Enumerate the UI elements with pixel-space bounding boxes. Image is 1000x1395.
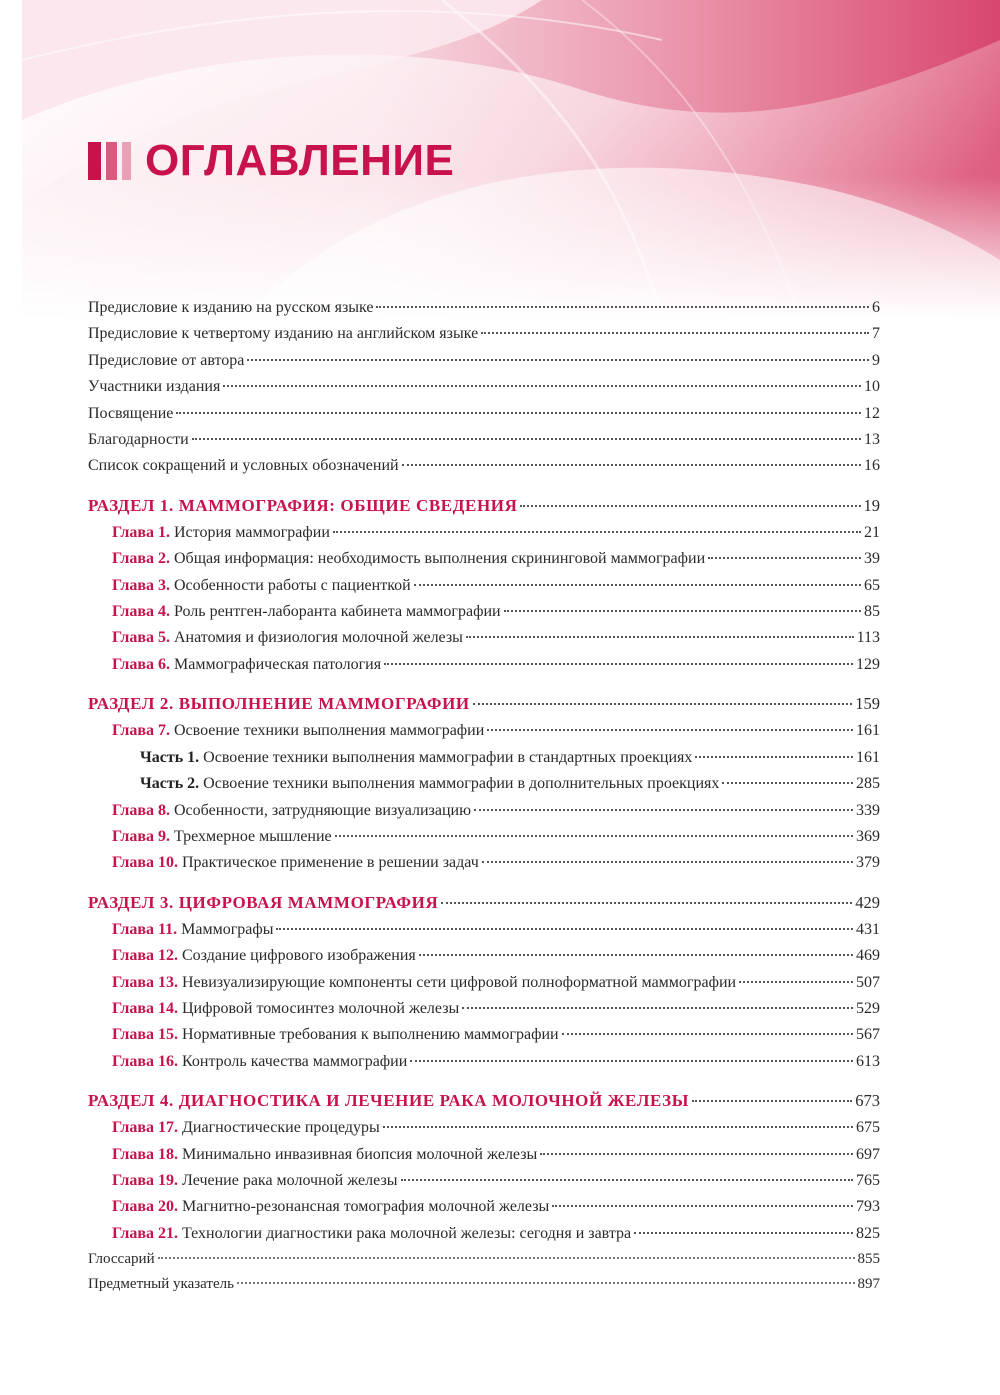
toc-chapter[interactable]: Глава 8. Особенности, затрудняющие визуализацию 339 — [88, 797, 880, 823]
toc-entry[interactable]: Предисловие к четвертому изданию на английском языке 7 — [88, 320, 880, 346]
page-number: 129 — [856, 655, 880, 673]
toc-chapter[interactable]: Глава 12. Создание цифрового изображения 469 — [88, 942, 880, 968]
page-number: 431 — [856, 920, 880, 938]
toc-chapter[interactable]: Глава 13. Невизуализирующие компоненты сети цифровой полноформатной маммографии 507 — [88, 969, 880, 995]
page-number: 793 — [856, 1198, 880, 1216]
toc-chapter[interactable]: Глава 1. История маммографии 21 — [88, 519, 880, 545]
toc-part[interactable]: Часть 2. Освоение техники выполнения маммографии в дополнительных проекциях 285 — [88, 770, 880, 796]
page-number: 613 — [856, 1052, 880, 1070]
page-number: 765 — [856, 1171, 880, 1189]
toc-entry[interactable]: Предисловие к изданию на русском языке 6 — [88, 294, 880, 320]
toc-chapter[interactable]: Глава 15. Нормативные требования к выполнению маммографии 567 — [88, 1021, 880, 1047]
page-margin — [0, 0, 22, 1395]
page-number: 65 — [864, 576, 880, 594]
page-number: 7 — [872, 325, 880, 343]
page-number: 567 — [856, 1026, 880, 1044]
heading-bars-icon — [88, 142, 131, 180]
toc-part[interactable]: Часть 1. Освоение техники выполнения маммографии в стандартных проекциях 161 — [88, 744, 880, 770]
page-number: 469 — [856, 947, 880, 965]
toc-entry[interactable]: Глоссарий 855 — [88, 1246, 880, 1271]
page-number: 6 — [872, 299, 880, 316]
page-number: 16 — [864, 457, 880, 475]
toc-chapter[interactable]: Глава 11. Маммографы 431 — [88, 916, 880, 942]
page-number: 697 — [856, 1145, 880, 1163]
table-of-contents — [88, 294, 880, 1296]
toc-chapter[interactable]: Глава 17. Диагностические процедуры 675 — [88, 1114, 880, 1140]
toc-entry[interactable]: Список сокращений и условных обозначений 16 — [88, 452, 880, 478]
page-heading — [88, 136, 454, 186]
page-number: 10 — [864, 378, 880, 396]
toc-chapter[interactable]: Глава 14. Цифровой томосинтез молочной железы 529 — [88, 995, 880, 1021]
toc-chapter[interactable]: Глава 6. Маммографическая патология 129 — [88, 651, 880, 677]
page-number: 21 — [864, 523, 880, 541]
toc-chapter[interactable]: Глава 21. Технологии диагностики рака молочной железы: сегодня и завтра 825 — [88, 1220, 880, 1246]
page-number: 19 — [863, 495, 880, 515]
page-number: 9 — [872, 351, 880, 369]
toc-chapter[interactable]: Глава 20. Магнитно-резонансная томография молочной железы 793 — [88, 1193, 880, 1219]
page-number: 673 — [855, 1091, 880, 1111]
page-number: 429 — [855, 892, 880, 912]
toc-chapter[interactable]: Глава 7. Освоение техники выполнения маммографии 161 — [88, 717, 880, 743]
page-number: 159 — [855, 694, 880, 714]
toc-entry[interactable]: Благодарности 13 — [88, 426, 880, 452]
toc-chapter[interactable]: Глава 16. Контроль качества маммографии 613 — [88, 1048, 880, 1074]
page-number: 339 — [856, 801, 880, 819]
page-number: 897 — [857, 1276, 880, 1293]
page-number: 161 — [856, 748, 880, 766]
toc-section-1[interactable]: РАЗДЕЛ 1. МАММОГРАФИЯ: ОБЩИЕ СВЕДЕНИЯ 19 — [88, 492, 880, 519]
toc-entry[interactable]: Участники издания 10 — [88, 373, 880, 399]
toc-section-3[interactable]: РАЗДЕЛ 3. ЦИФРОВАЯ МАММОГРАФИЯ 429 — [88, 889, 880, 916]
page-number: 507 — [856, 973, 880, 991]
toc-chapter[interactable]: Глава 18. Минимально инвазивная биопсия молочной железы 697 — [88, 1141, 880, 1167]
page-number: 12 — [864, 404, 880, 422]
page-number: 85 — [864, 603, 880, 621]
toc-chapter[interactable]: Глава 9. Трехмерное мышление 369 — [88, 823, 880, 849]
toc-chapter[interactable]: Глава 5. Анатомия и физиология молочной железы 113 — [88, 624, 880, 650]
page-number: 675 — [856, 1119, 880, 1137]
page-number: 825 — [856, 1224, 880, 1242]
toc-chapter[interactable]: Глава 3. Особенности работы с пациенткой 65 — [88, 572, 880, 598]
page-title: ОГЛАВЛЕНИЕ — [145, 136, 455, 185]
toc-entry[interactable]: Посвящение 12 — [88, 400, 880, 426]
page-number: 113 — [856, 629, 880, 647]
toc-entry[interactable]: Предисловие от автора 9 — [88, 347, 880, 373]
toc-entry[interactable]: Предметный указатель 897 — [88, 1271, 880, 1296]
toc-section-4[interactable]: РАЗДЕЛ 4. ДИАГНОСТИКА И ЛЕЧЕНИЕ РАКА МОЛОЧНОЙ ЖЕЛЕЗЫ 673 — [88, 1087, 880, 1114]
page-number: 161 — [856, 722, 880, 740]
toc-chapter[interactable]: Глава 19. Лечение рака молочной железы 765 — [88, 1167, 880, 1193]
toc-chapter[interactable]: Глава 10. Практическое применение в решении задач 379 — [88, 849, 880, 875]
page-number: 529 — [856, 999, 880, 1017]
page-number: 13 — [864, 431, 880, 449]
page-number: 379 — [856, 854, 880, 872]
page-number: 855 — [857, 1251, 880, 1268]
page-number: 39 — [864, 550, 880, 568]
toc-chapter[interactable]: Глава 4. Роль рентген-лаборанта кабинета маммографии 85 — [88, 598, 880, 624]
toc-chapter[interactable]: Глава 2. Общая информация: необходимость выполнения скрининговой маммографии 39 — [88, 545, 880, 571]
page-number: 285 — [856, 775, 880, 793]
page-number: 369 — [856, 827, 880, 845]
toc-section-2[interactable]: РАЗДЕЛ 2. ВЫПОЛНЕНИЕ МАММОГРАФИИ 159 — [88, 690, 880, 717]
